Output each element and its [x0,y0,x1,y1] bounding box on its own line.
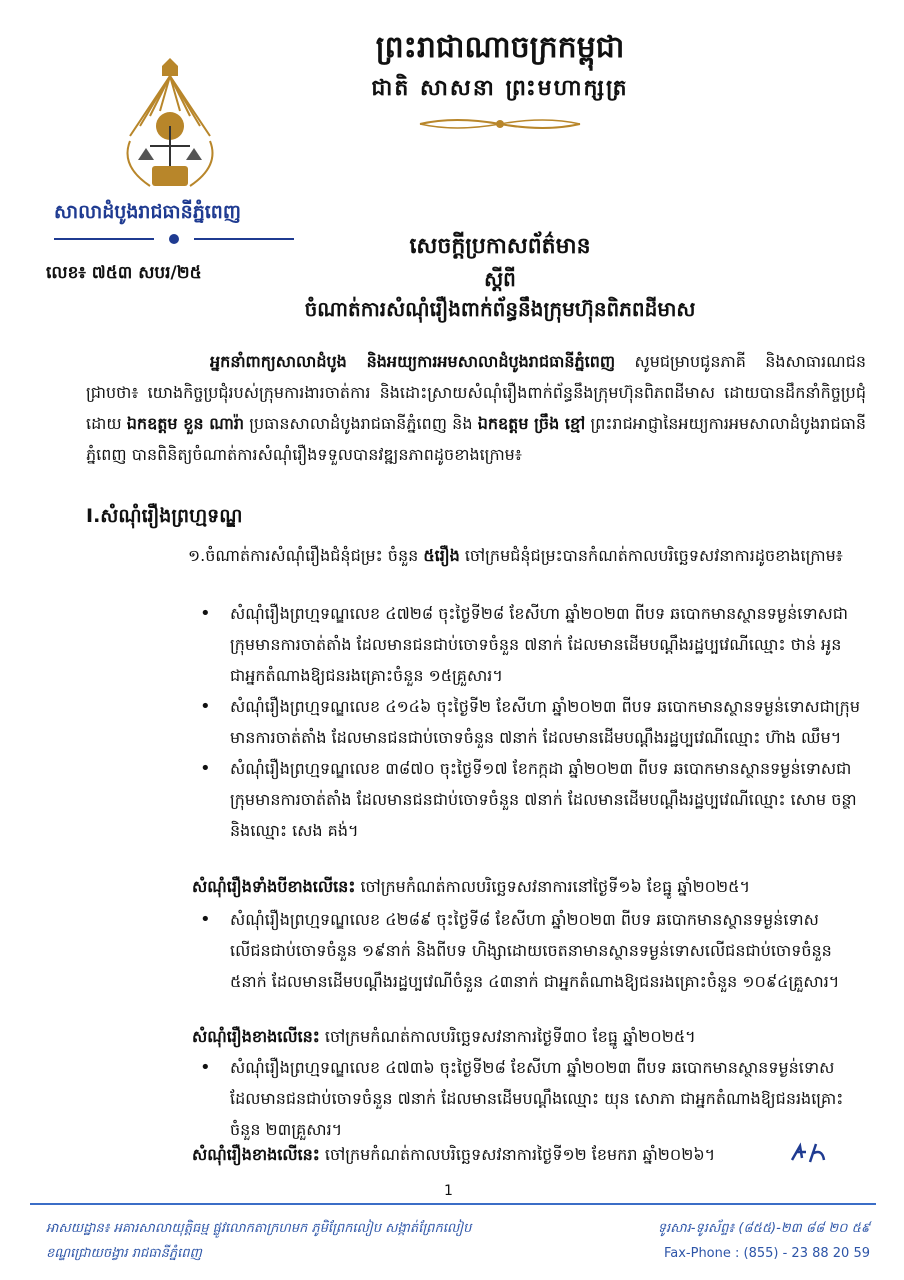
summary-1: សំណុំរឿងទាំងបីខាងលើនេះ ចៅក្រមកំណត់កាលបរិច្ឆេទសវនាការនៅថ្ងៃទី១៦ ខែធ្នូ ឆ្នាំ២០២៥។ [192,877,750,896]
footer-contact [600,1216,870,1266]
bullet-icon: • [200,603,211,624]
initials-signature-icon [788,1138,828,1168]
bullet-icon: • [200,696,211,717]
footer-address [46,1216,566,1266]
fax-phone: Fax-Phone : (855) - 23 88 20 59 [663,1246,870,1261]
doc-subtitle: ស្តីពី [484,267,516,291]
footer-divider [30,1203,876,1205]
bullet-icon: • [200,1057,211,1078]
address-line-1: អាសយដ្ឋាន៖ អគារសាលាយុត្តិធម្ម ផ្លូវលោកតាក្រហមក ភូមិព្រែកលៀប សង្កាត់ព្រែកលៀប [46,1221,472,1236]
court-emblem-icon [110,56,230,196]
case-list-2 [200,904,860,997]
official-2: ឯកឧត្តម ច្រឹង ខ្មៅ [477,414,586,433]
national-motto: ជាតិ សាសនា ព្រះមហាក្សត្រ [371,75,629,101]
address-line-2: ខណ្ឌជ្រោយចង្វារ រាជធានីភ្នំពេញ [46,1246,202,1261]
list-item: • សំណុំរឿងព្រហ្មទណ្ឌលេខ ៤៧៣៦ ចុះថ្ងៃទី២៨ ខែសីហា ឆ្នាំ២០២៣ ពីបទ ឆបោកមានស្ថានទម្ងន់ទោស ដែលមានជនជាប់ចោទចំនួន ៧នាក់ ដែលមានដើមបណ្តឹងឈ្មោះ យុន សោភា ជាអ្នកតំណាងឱ្យជនរងគ្រោះចំនួន ២៣គ្រួសារ។ [200,1052,860,1145]
list-item: • សំណុំរឿងព្រហ្មទណ្ឌលេខ ៤៧២៨ ចុះថ្ងៃទី២៨ ខែសីហា ឆ្នាំ២០២៣ ពីបទ ឆបោកមានស្ថានទម្ងន់ទោសជាក្រុមមានការចាត់តាំង ដែលមានជនជាប់ចោទចំនួន ៧នាក់ ដែលមានដើមបណ្តឹងរដ្ឋប្បវេណីឈ្មោះ ថាន់ អូន ជាអ្នកតំណាងឱ្យជនរងគ្រោះចំនួន ១៥គ្រួសារ។ [200,598,860,691]
doc-title: សេចក្តីប្រកាសព័ត៌មាន [409,234,591,259]
intro-text-3: ព្រះរាជអាជ្ញានៃអយ្យការអមសាលាដំបូងរាជធានីភ្នំពេញ បានពិនិត្យចំណាត់ការសំណុំរឿងទទួលបានវឌ្ឍនភាពដូចខាងក្រោម៖ [86,414,867,464]
kingdom-title: ព្រះរាជាណាចក្រកម្ពុជា [375,30,625,65]
court-name: សាលាដំបូងរាជធានីភ្នំពេញ [54,201,241,223]
bullet-icon: • [200,758,211,779]
item-1 [86,540,866,571]
intro-text-1: សូមជម្រាបជូនភាគី និងសាធារណជនជ្រាបថា៖ យោងកិច្ចប្រជុំរបស់ក្រុមការងារចាត់ការ និងដោះស្រាយសំណុំរឿងពាក់ព័ន្ធនឹងក្រុមហ៊ុនពិភពដីមាស ដោយបានដឹកនាំកិច្ចប្រជុំដោយ [86,352,866,433]
document-number: លេខ៖ ៧៥៣ សបរ/២៥ [46,263,202,283]
list-item: • សំណុំរឿងព្រហ្មទណ្ឌលេខ ៤១៤៦ ចុះថ្ងៃទី២ ខែសីហា ឆ្នាំ២០២៣ ពីបទ ឆបោកមានស្ថានទម្ងន់ទោសជាក្រុមមានការចាត់តាំង ដែលមានជនជាប់ចោទចំនួន ៧នាក់ ដែលមានដើមបណ្តឹងរដ្ឋប្បវេណីឈ្មោះ ហ៊ាង ឈឹម។ [200,691,860,753]
list-item: • សំណុំរឿងព្រហ្មទណ្ឌលេខ ៣៨៧០ ចុះថ្ងៃទី១៧ ខែកក្កដា ឆ្នាំ២០២៣ ពីបទ ឆបោកមានស្ថានទម្ងន់ទោសជាក្រុមមានការចាត់តាំង ដែលមានជនជាប់ចោទចំនួន ៧នាក់ ដែលមានដើមបណ្តឹងរដ្ឋប្បវេណីឈ្មោះ សោម ចន្ថា និងឈ្មោះ សេង គង់។ [200,753,860,846]
ornament-divider-icon [410,116,590,132]
item-1-suffix: ចៅក្រមជំនុំជម្រះបានកំណត់កាលបរិច្ឆេទសវនាការដូចខាងក្រោម៖ [459,546,843,565]
phone-kh: ទូរសារ-ទូរស័ព្ទ៖ (៨៥៥)-២៣ ៨៨ ២០ ៥៩ [657,1221,870,1236]
page-number: 1 [444,1183,453,1199]
summary-2: សំណុំរឿងខាងលើនេះ ចៅក្រមកំណត់កាលបរិច្ឆេទសវនាការថ្ងៃទី៣០ ខែធ្នូ ឆ្នាំ២០២៥។ [192,1027,696,1046]
section-heading: I.សំណុំរឿងព្រហ្មទណ្ឌ [86,505,243,527]
intro-paragraph [86,346,866,470]
item-1-prefix: ១.ចំណាត់ការសំណុំរឿងជំនុំជម្រះ ចំនួន [188,546,424,565]
intro-speaker: អ្នកនាំពាក្យសាលាដំបូង និងអយ្យការអមសាលាដំបូងរាជធានីភ្នំពេញ [210,352,616,371]
list-item: • សំណុំរឿងព្រហ្មទណ្ឌលេខ ៤២៨៩ ចុះថ្ងៃទី៨ ខែសីហា ឆ្នាំ២០២៣ ពីបទ ឆបោកមានស្ថានទម្ងន់ទោស លើជនជាប់ចោទចំនួន ១៩នាក់ និងពីបទ ហិង្សាដោយចេតនាមានស្ថានទម្ងន់ទោសលើជនជាប់ចោទចំនួន ៥នាក់ ដែលមានដើមបណ្តឹងរដ្ឋប្បវេណីចំនួន ៤៣នាក់ ជាអ្នកតំណាងឱ្យជនរងគ្រោះចំនួន ១០៩៤គ្រួសារ។ [200,904,860,997]
official-1: ឯកឧត្តម ខួន ណារ៉ា [126,414,245,433]
item-1-count: ៥រឿង [423,546,460,565]
bullet-icon: • [200,909,211,930]
summary-3: សំណុំរឿងខាងលើនេះ ចៅក្រមកំណត់កាលបរិច្ឆេទសវនាការថ្ងៃទី១២ ខែមករា ឆ្នាំ២០២៦។ [192,1145,716,1164]
doc-topic: ចំណាត់ការសំណុំរឿងពាក់ព័ន្ធនឹងក្រុមហ៊ុនពិភពដីមាស [304,297,696,321]
case-list-1 [200,598,860,846]
intro-text-2: ប្រធានសាលាដំបូងរាជធានីភ្នំពេញ និង [244,414,478,433]
case-list-3 [200,1052,860,1145]
